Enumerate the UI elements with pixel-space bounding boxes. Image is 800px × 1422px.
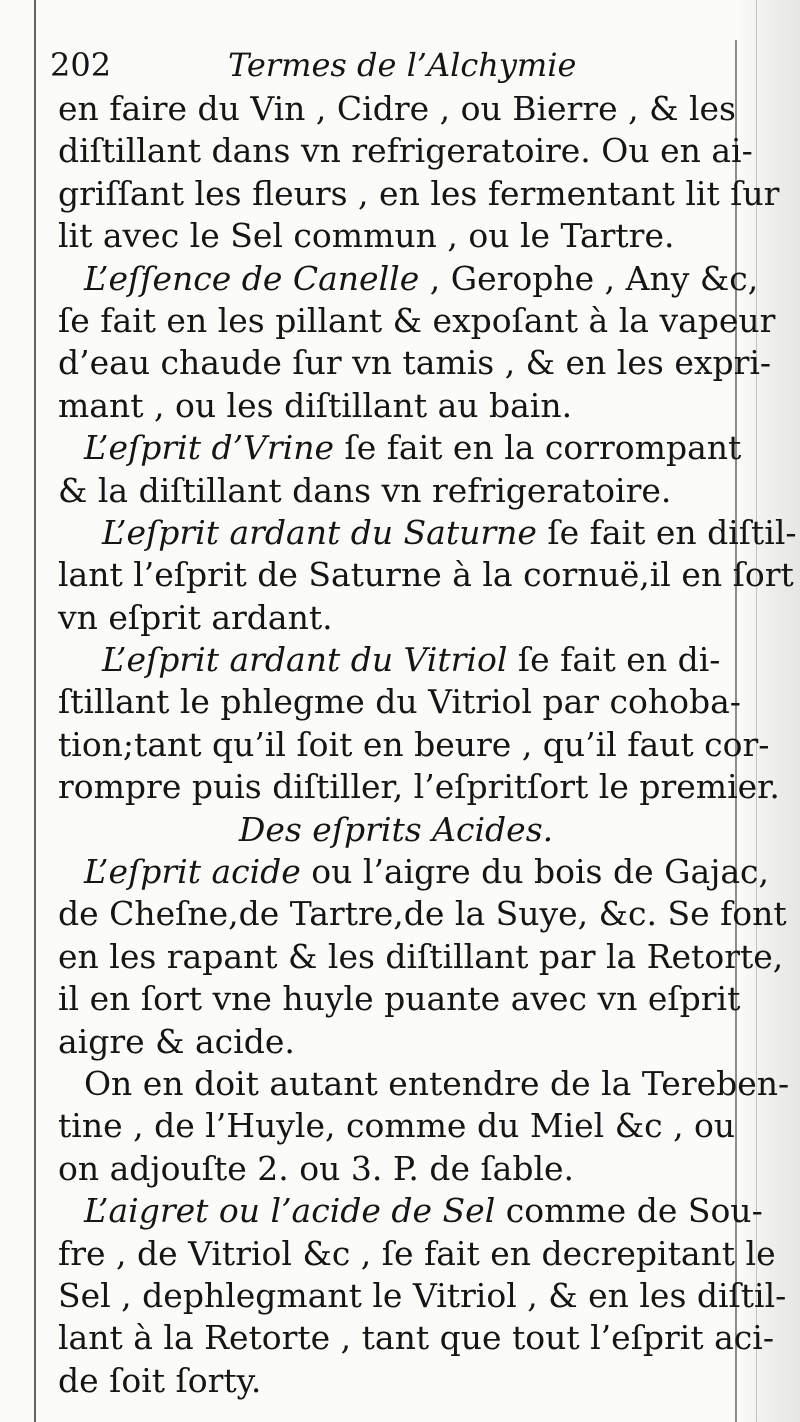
page-header xyxy=(48,42,748,90)
text-line xyxy=(58,342,772,384)
text-line xyxy=(58,215,734,257)
text-line xyxy=(58,130,753,172)
text-line xyxy=(58,1148,734,1190)
text-line xyxy=(58,639,734,681)
text-line xyxy=(58,385,734,427)
line-text: il en ſort vne huyle puante avec vn eſprit xyxy=(58,979,741,1019)
text-line xyxy=(58,893,787,935)
page-number: 202 xyxy=(50,46,112,84)
body-text xyxy=(58,88,797,1402)
text-line xyxy=(58,88,734,130)
line-text: rompre puis diſtiller, l’eſpritſort le premier. xyxy=(58,767,780,807)
line-text: aigre & acide. xyxy=(58,1021,295,1061)
text-line xyxy=(58,766,780,808)
text-line xyxy=(58,1275,787,1317)
line-text: ſtillant le phlegme du Vitriol par cohoba- xyxy=(58,682,741,722)
line-text: on adjouſte 2. ou 3. P. de ſable. xyxy=(58,1148,575,1188)
line-text: ſe fait en les pillant & expoſant à la vapeur xyxy=(58,300,776,340)
text-line xyxy=(58,554,794,596)
line-text: ſe fait en diſtil- xyxy=(536,512,797,552)
text-line xyxy=(58,1105,734,1147)
line-text: tion;tant qu’il ſoit en beure , qu’il faut cor- xyxy=(58,724,770,764)
line-text: diſtillant dans vn refrigeratoire. Ou en ai- xyxy=(58,131,753,171)
text-line xyxy=(58,258,759,300)
italic-heading: Des eſprits Acides. xyxy=(238,809,554,849)
text-line xyxy=(58,427,742,469)
italic-heading: L’aigret ou l’acide de Sel xyxy=(84,1191,496,1231)
text-line xyxy=(58,1063,790,1105)
line-text: , Gerophe , Any &c, xyxy=(419,258,759,298)
text-line xyxy=(58,1360,734,1402)
line-text: ſe fait en la corrompant xyxy=(334,428,742,468)
line-text: en faire du Vin , Cidre , ou Bierre , & les xyxy=(58,89,736,128)
line-text: lant l’eſprit de Saturne à la cornuë,il en ſort xyxy=(58,555,794,595)
italic-heading: L’eſprit ardant du Saturne xyxy=(102,512,537,552)
text-line xyxy=(58,978,741,1020)
line-text: griſſant les fleurs , en les fermentant lit ſur xyxy=(58,173,780,213)
line-text: tine , de l’Huyle, comme du Miel &c , ou xyxy=(58,1106,736,1146)
line-text: ou l’aigre du bois de Gajac, xyxy=(300,852,769,892)
italic-heading: L’eſprit d’Vrine xyxy=(84,428,334,468)
text-line xyxy=(58,724,770,766)
text-line xyxy=(58,851,769,893)
line-text: ſe fait en di- xyxy=(507,640,721,680)
text-line xyxy=(58,470,734,512)
line-text: de ſoit ſorty. xyxy=(58,1360,262,1400)
line-text: mant , ou les diſtillant au bain. xyxy=(58,385,573,425)
line-text: fre , de Vitriol &c , ſe fait en decrepitant le xyxy=(58,1233,776,1273)
line-text: vn eſprit ardant. xyxy=(58,597,333,637)
italic-heading: L’eſprit acide xyxy=(84,852,301,892)
line-text: de Cheſne,de Tartre,de la Suye, &c. Se font xyxy=(58,894,787,934)
line-text: d’eau chaude ſur vn tamis , & en les expri- xyxy=(58,343,772,383)
text-line xyxy=(58,1190,763,1232)
line-text: comme de Sou- xyxy=(495,1191,763,1231)
text-line xyxy=(58,300,776,342)
text-line xyxy=(58,1317,774,1359)
line-text: lant à la Retorte , tant que tout l’eſprit aci- xyxy=(58,1318,774,1358)
italic-heading: L’eſſence de Canelle xyxy=(84,258,420,298)
line-text: en les rapant & les diſtillant par la Retorte, xyxy=(58,936,784,976)
line-text: & la diſtillant dans vn refrigeratoire. xyxy=(58,470,672,510)
text-line xyxy=(58,1021,734,1063)
running-title: Termes de l’Alchymie xyxy=(228,46,577,84)
line-text: Sel , dephlegmant le Vitriol , & en les diſtil- xyxy=(58,1275,787,1315)
text-line xyxy=(58,1233,776,1275)
text-line xyxy=(58,512,797,554)
line-text: On en doit autant entendre de la Tereben- xyxy=(84,1063,790,1103)
text-line xyxy=(58,681,741,723)
left-margin-rule xyxy=(34,0,36,1422)
line-text: lit avec le Sel commun , ou le Tartre. xyxy=(58,216,675,256)
italic-heading: L’eſprit ardant du Vitriol xyxy=(102,640,508,680)
text-line xyxy=(58,597,734,639)
text-line xyxy=(58,936,784,978)
text-line xyxy=(58,173,780,215)
text-line xyxy=(58,809,734,851)
